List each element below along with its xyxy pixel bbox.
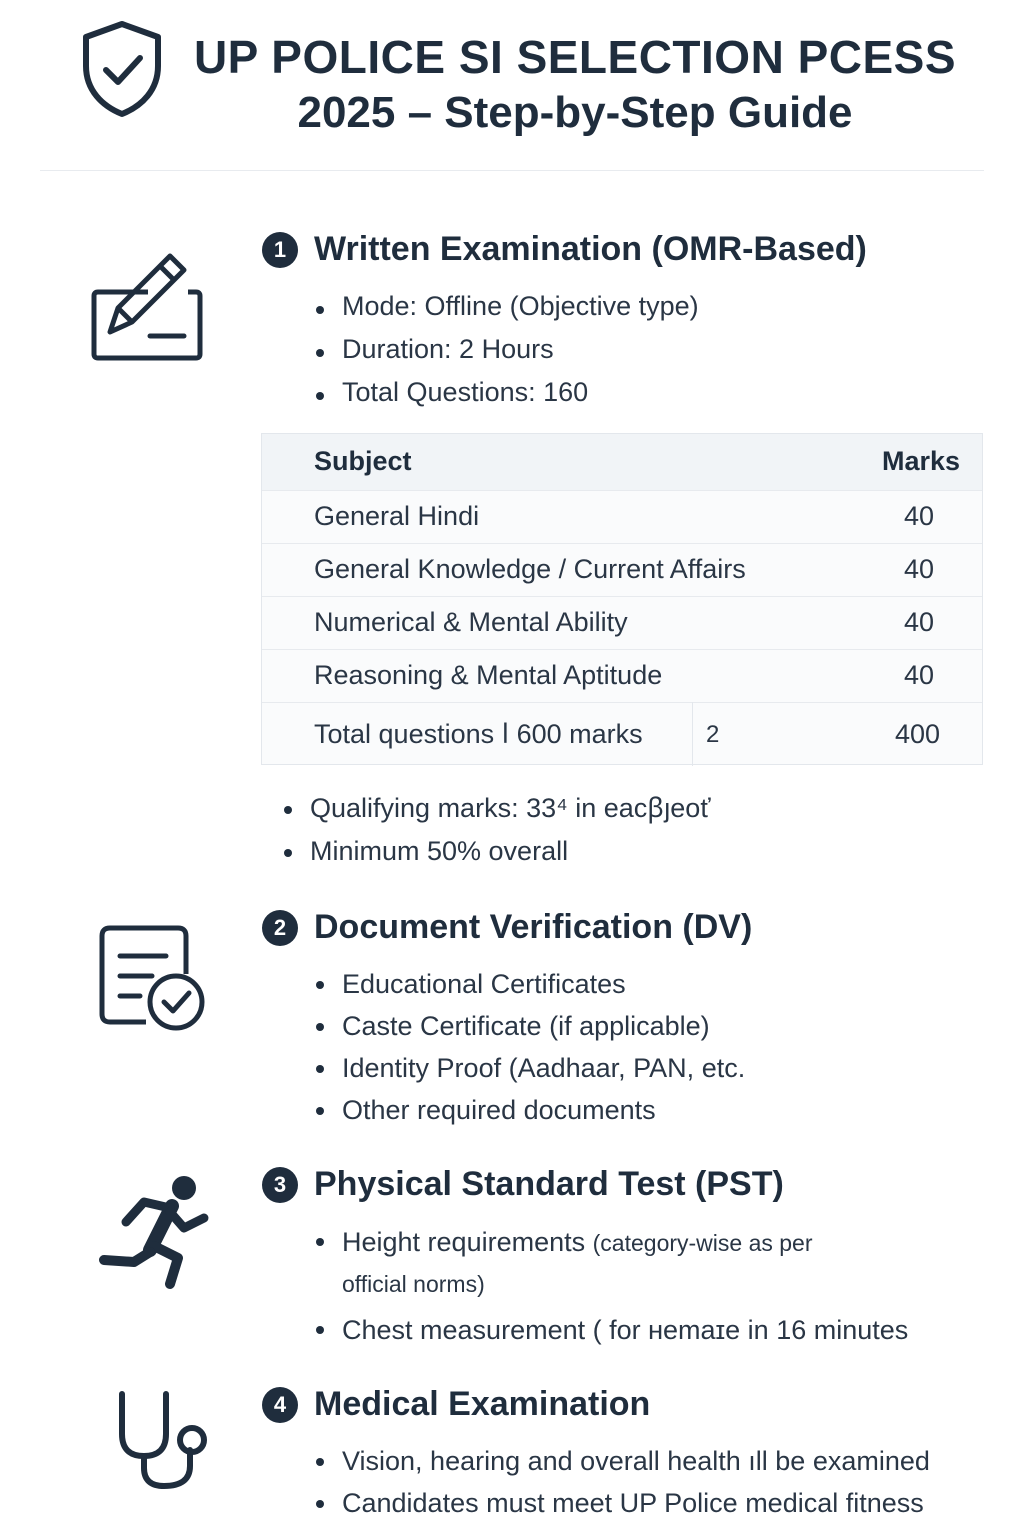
step-number-badge: 2 [262,910,298,946]
table-header-row [262,434,982,491]
table-total-middle: 2 [706,721,720,748]
table-row [262,597,982,650]
page-title-line-2: 2025 – Step-by-Step Guide [297,88,853,137]
table-cell-subject: General Hindi [314,501,480,531]
section-3-bullet-list-2 [314,1310,908,1350]
table-cell-subject: Numerical & Mental Ability [314,607,628,637]
pencil-edit-icon [88,250,208,365]
table-cell-marks: 40 [903,660,934,690]
list-item: Qualifying marks: 33⁴ in eacꞵȷeoť [282,788,710,831]
page-header [0,0,1024,172]
table-row [262,544,982,597]
list-item: Chest measurement ( for ʜemaɪe in 16 minutes [314,1310,908,1350]
table-cell-subject: General Knowledge / Current Affairs [314,554,746,584]
table-row [262,650,982,703]
section-4-heading [262,1385,650,1424]
table-row [262,491,982,544]
height-requirement-text: Height requirements [342,1227,586,1257]
table-cell-subject: Reasoning & Mental Aptitude [314,660,663,690]
table-cell-marks: 40 [903,554,934,584]
marks-table [261,433,983,765]
table-header-marks: Marks [881,446,960,476]
list-item: Duration: 2 Hours [314,331,699,374]
table-total-label: Total questions ⅼ 600 marks [314,719,643,749]
list-item: Mode: Offline (Objective type) [314,288,699,331]
step-number-badge: 4 [262,1387,298,1423]
list-item: Total Questions: 160 [314,374,699,417]
list-item: Identity Proof (Aadhaar, PAN, etc. [314,1048,745,1090]
document-check-icon [96,922,208,1034]
list-item [314,1222,813,1262]
height-requirement-note: (category-wise as per [592,1230,813,1256]
section-3-bullet-list [314,1222,813,1262]
table-cell-divider [692,702,693,766]
list-item: Caste Certificate (if applicable) [314,1006,745,1048]
height-requirement-note-continued: official norms) [342,1271,485,1297]
step-number-badge: 1 [262,232,298,268]
section-2-bullet-list [314,964,745,1132]
table-cell-marks: 40 [903,501,934,531]
section-title: Document Verification (DV) [314,908,753,946]
table-total-row [262,702,982,766]
list-item: Minimum 50% overall [282,831,710,874]
list-item: Candidates must meet UP Police medical fitness [314,1483,930,1525]
page-title-line-1: UP POLICE SI SELECTION PCESS [193,31,957,83]
table-total-marks: 400 [894,719,940,749]
section-title: Physical Standard Test (PST) [314,1165,784,1203]
section-title: Written Examination (OMR-Based) [314,230,867,268]
stethoscope-icon [112,1388,212,1492]
section-2-heading [262,908,752,947]
section-4-bullet-list [314,1441,930,1525]
table-header-subject: Subject [314,446,412,476]
section-3-heading [262,1165,784,1204]
list-item: Vision, hearing and overall health ıll be examined [314,1441,930,1483]
list-item: Educational Certificates [314,964,745,1006]
list-item: Other required documents [314,1090,745,1132]
section-1-heading [262,230,867,269]
section-title: Medical Examination [314,1385,651,1423]
running-person-icon [96,1172,212,1292]
header-divider [40,170,984,171]
step-number-badge: 3 [262,1167,298,1203]
section-1-qualifying-list [282,788,710,874]
table-cell-marks: 40 [903,607,934,637]
section-1-bullet-list [314,288,699,417]
shield-check-icon [80,20,164,118]
